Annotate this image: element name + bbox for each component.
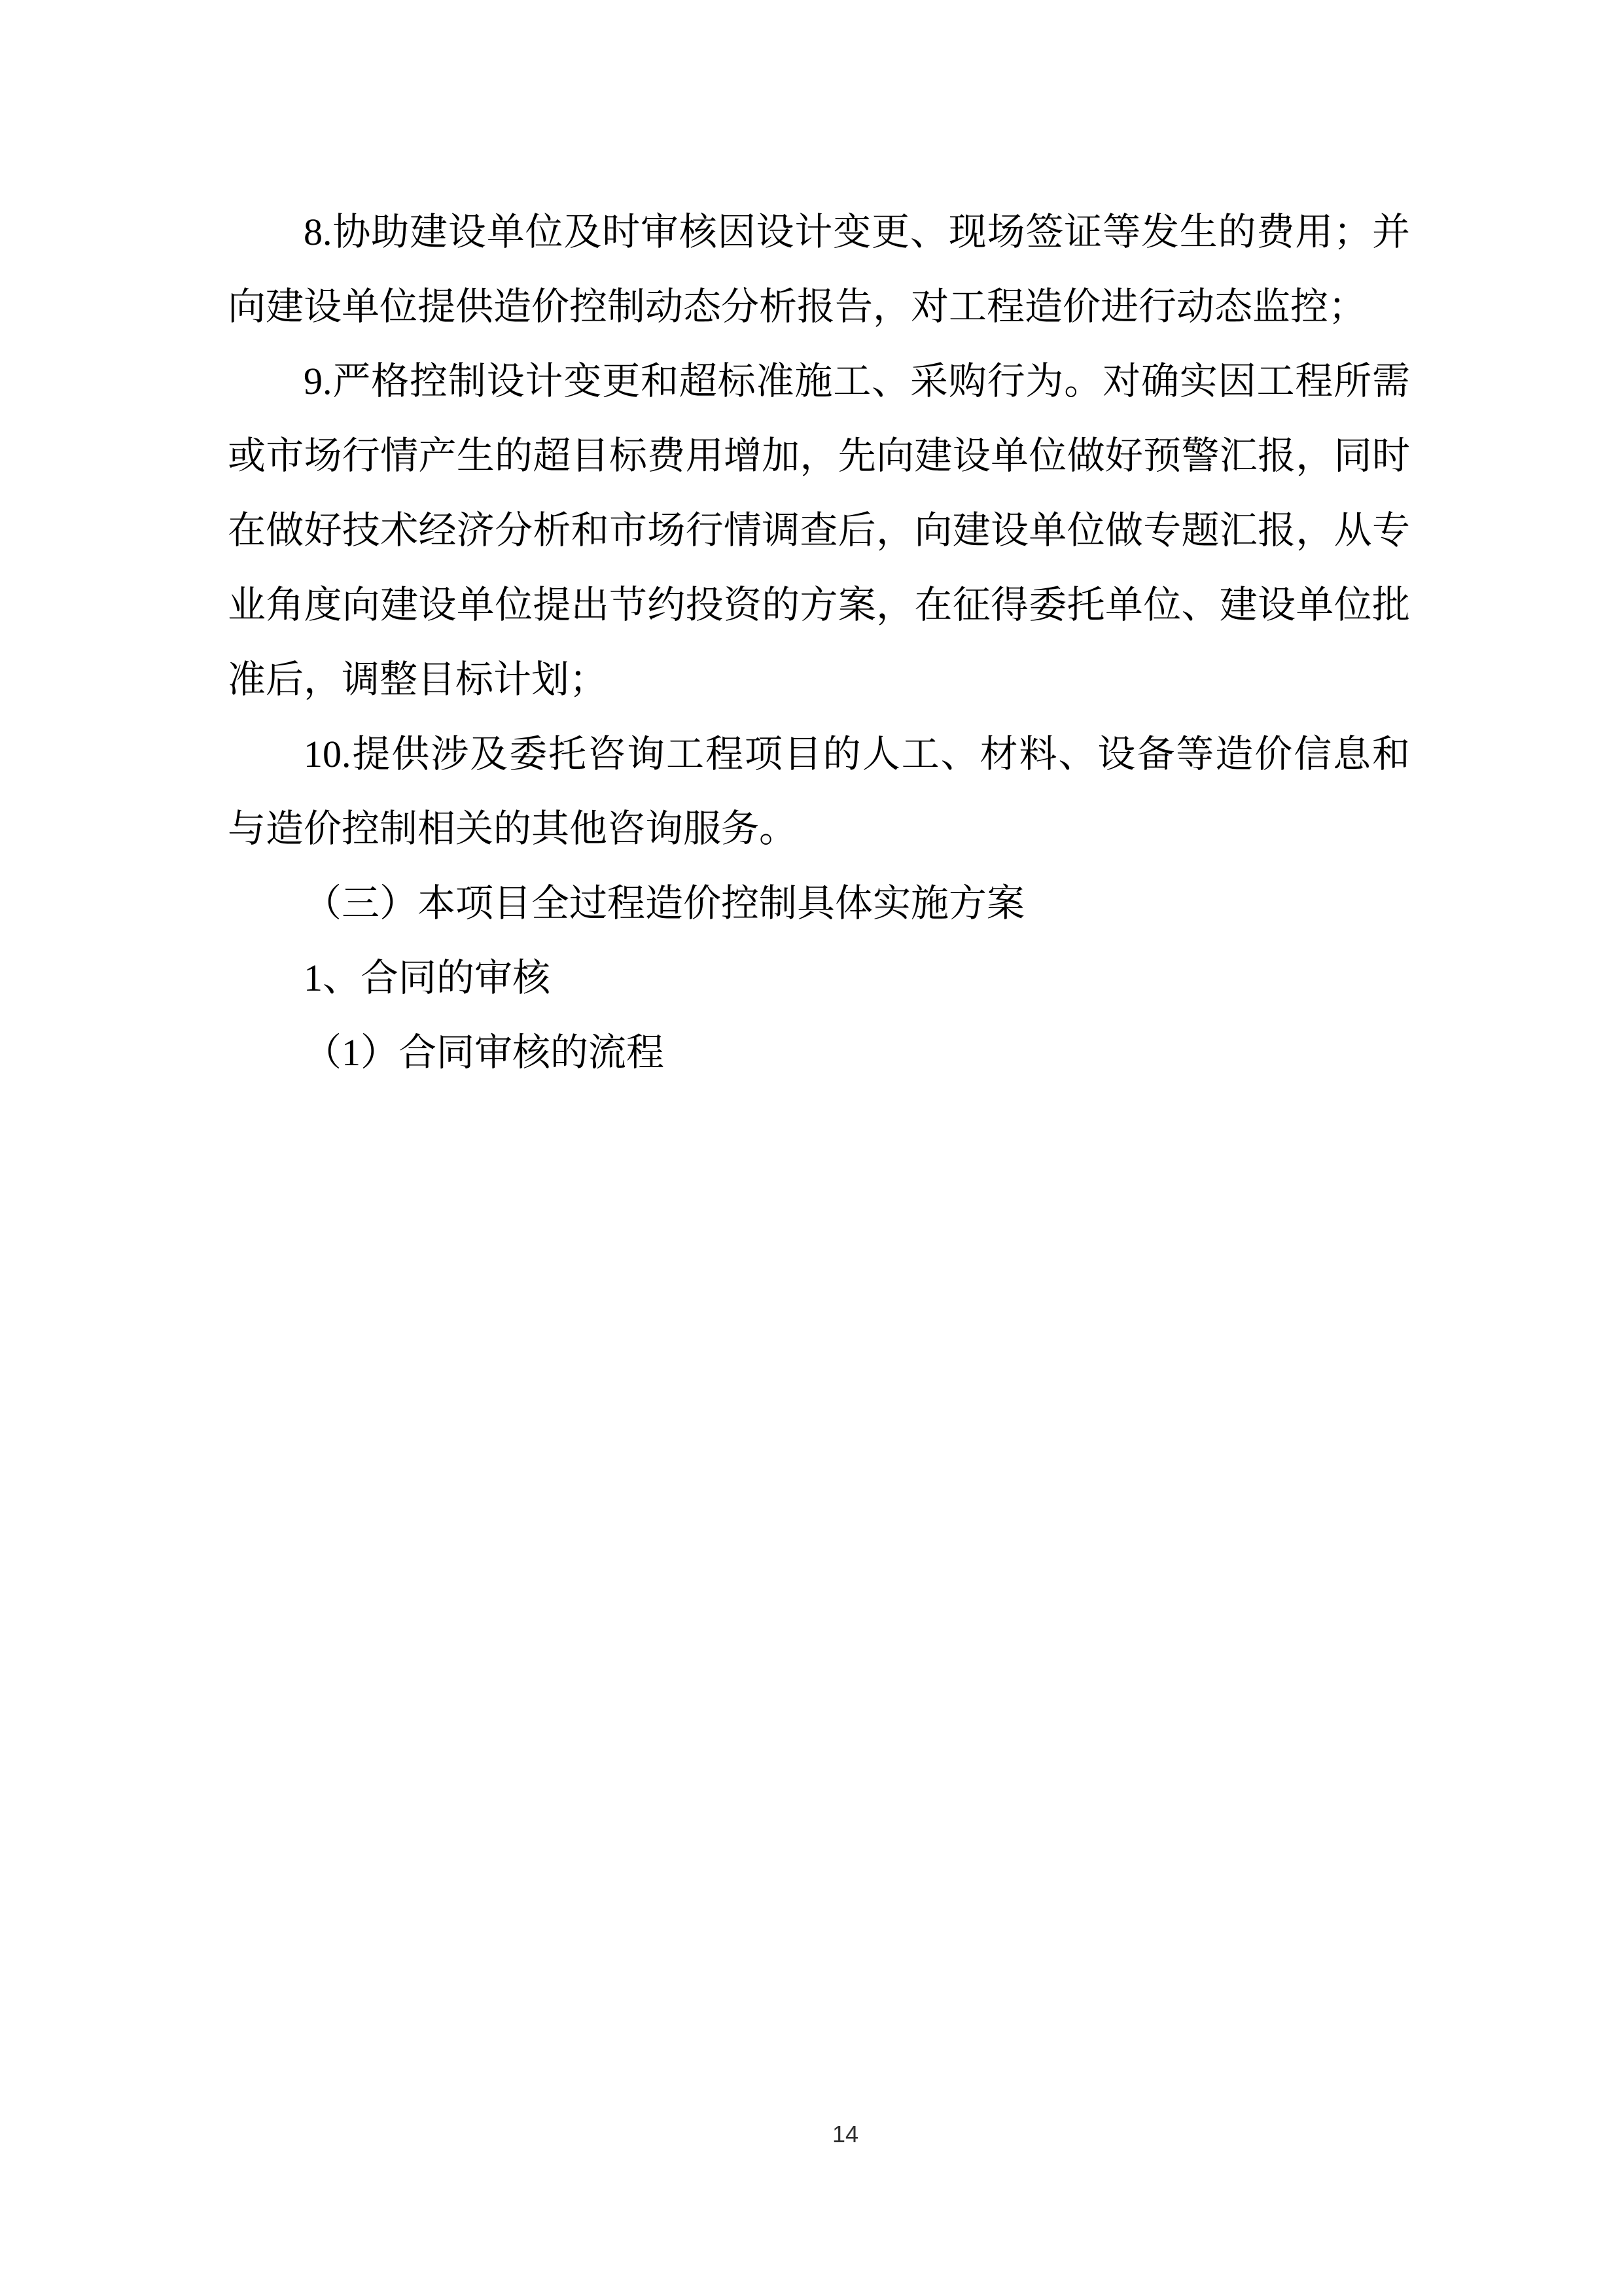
list-item-contract-review: 1、合同的审核 bbox=[304, 957, 551, 999]
section-heading-3: （三）本项目全过程造价控制具体实施方案 bbox=[304, 882, 1025, 925]
document-body bbox=[228, 195, 1410, 1090]
list-subitem-contract-review-process: （1）合同审核的流程 bbox=[304, 1031, 665, 1074]
paragraph-item-8: 8.协助建设单位及时审核因设计变更、现场签证等发生的费用；并向建设单位提供造价控制动态分析报告，对工程造价进行动态监控； bbox=[228, 211, 1410, 328]
paragraph-item-9: 9.严格控制设计变更和超标准施工、采购行为。对确实因工程所需或市场行情产生的超目标费用增加，先向建设单位做好预警汇报，同时在做好技术经济分析和市场行情调查后，向建设单位做专题汇报，从专业角度向建设单位提出节约投资的方案，在征得委托单位、建设单位批准后，调整目标计划； bbox=[228, 360, 1410, 701]
page-number: 14 bbox=[832, 2121, 859, 2147]
paragraph-item-10: 10.提供涉及委托咨询工程项目的人工、材料、设备等造价信息和与造价控制相关的其他咨询服务。 bbox=[228, 733, 1410, 850]
